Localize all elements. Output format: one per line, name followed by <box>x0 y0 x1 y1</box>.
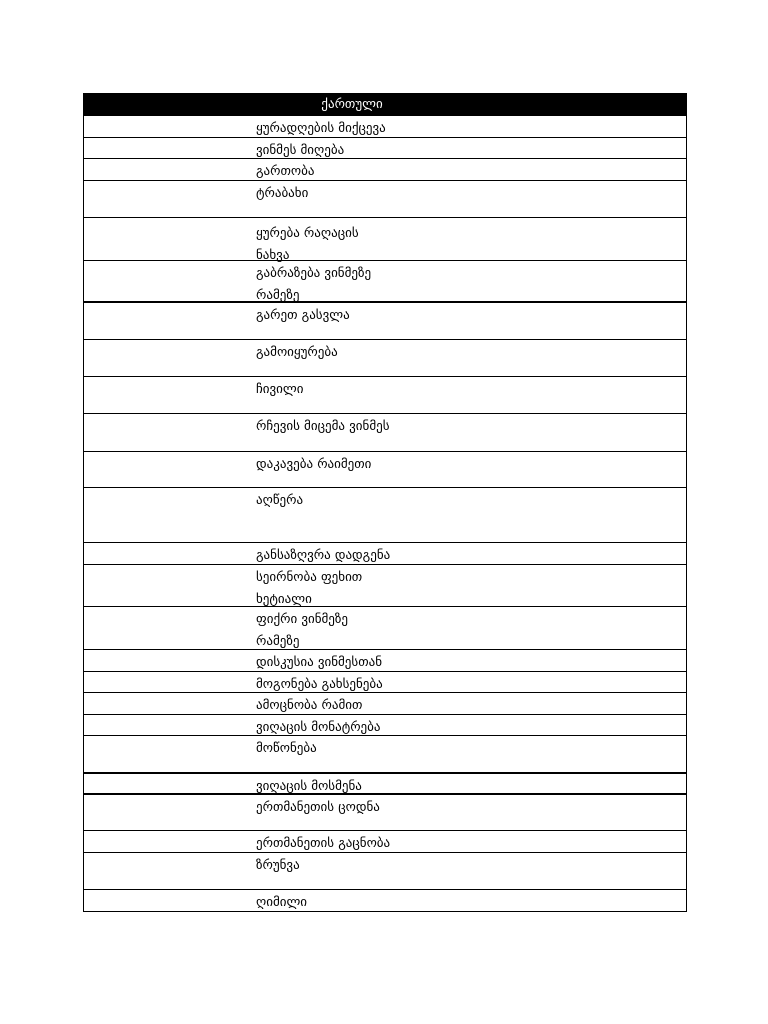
table-row <box>84 452 686 488</box>
row-text: გაბრაზება ვინმეზე რამეზე <box>256 266 372 303</box>
table-row <box>84 774 686 795</box>
row-text: ღიმილი <box>256 895 308 910</box>
row-text: ვიღაცის მოსმენა <box>256 779 362 794</box>
row-text: მოწონება <box>256 741 317 756</box>
row-text: დაკავება რაიმეთი <box>256 457 372 472</box>
row-text: სეირნობა ფეხით ხეტიალი <box>256 570 363 607</box>
vocabulary-table <box>83 93 687 912</box>
table-row <box>84 159 686 181</box>
row-text: ვინმეს მიღება <box>256 143 345 158</box>
table-row <box>84 693 686 715</box>
row-text: გართობა <box>256 164 315 179</box>
table-row <box>84 607 686 650</box>
row-text: ფიქრი ვინმეზე რამეზე <box>256 612 349 649</box>
row-text: გარეთ გასვლა <box>256 308 350 323</box>
row-text: განსაზღვრა დადგენა <box>256 548 391 563</box>
table-row <box>84 488 686 543</box>
table-row <box>84 543 686 565</box>
table-row <box>84 795 686 831</box>
table-row <box>84 261 686 303</box>
table-row <box>84 414 686 452</box>
table-row <box>84 181 686 218</box>
row-text: რჩევის მიცემა ვინმეს <box>256 419 390 434</box>
table-row <box>84 672 686 693</box>
row-text: ყურადღების მიქცევა <box>256 121 386 136</box>
table-row <box>84 138 686 159</box>
header-label: ქართული <box>321 97 383 112</box>
row-text: ყურება რაღაცის ნახვა <box>256 226 359 263</box>
table-row <box>84 736 686 774</box>
row-text: ამოცნობა რამით <box>256 698 363 713</box>
table-row <box>84 890 686 912</box>
table-row <box>84 377 686 414</box>
table-row <box>84 116 686 138</box>
table-row <box>84 565 686 607</box>
row-text: ზრუნვა <box>256 858 300 873</box>
row-text: ერთმანეთის გაცნობა <box>256 836 391 851</box>
row-text: ტრაბახი <box>256 186 309 201</box>
row-text: ვიღაცის მონატრება <box>256 720 381 735</box>
table-row <box>84 715 686 736</box>
table-row <box>84 650 686 672</box>
table-row <box>84 218 686 261</box>
row-text: დისკუსია ვინმესთან <box>256 655 383 670</box>
table-row <box>84 853 686 890</box>
table-row <box>84 340 686 377</box>
table-row <box>84 831 686 853</box>
table-header <box>84 93 686 116</box>
table-row <box>84 303 686 340</box>
row-text: ჩივილი <box>256 382 304 397</box>
row-text: ერთმანეთის ცოდნა <box>256 800 380 815</box>
row-text: მოგონება გახსენება <box>256 677 383 692</box>
row-text: გამოიყურება <box>256 345 338 360</box>
row-text: აღწერა <box>256 493 304 508</box>
